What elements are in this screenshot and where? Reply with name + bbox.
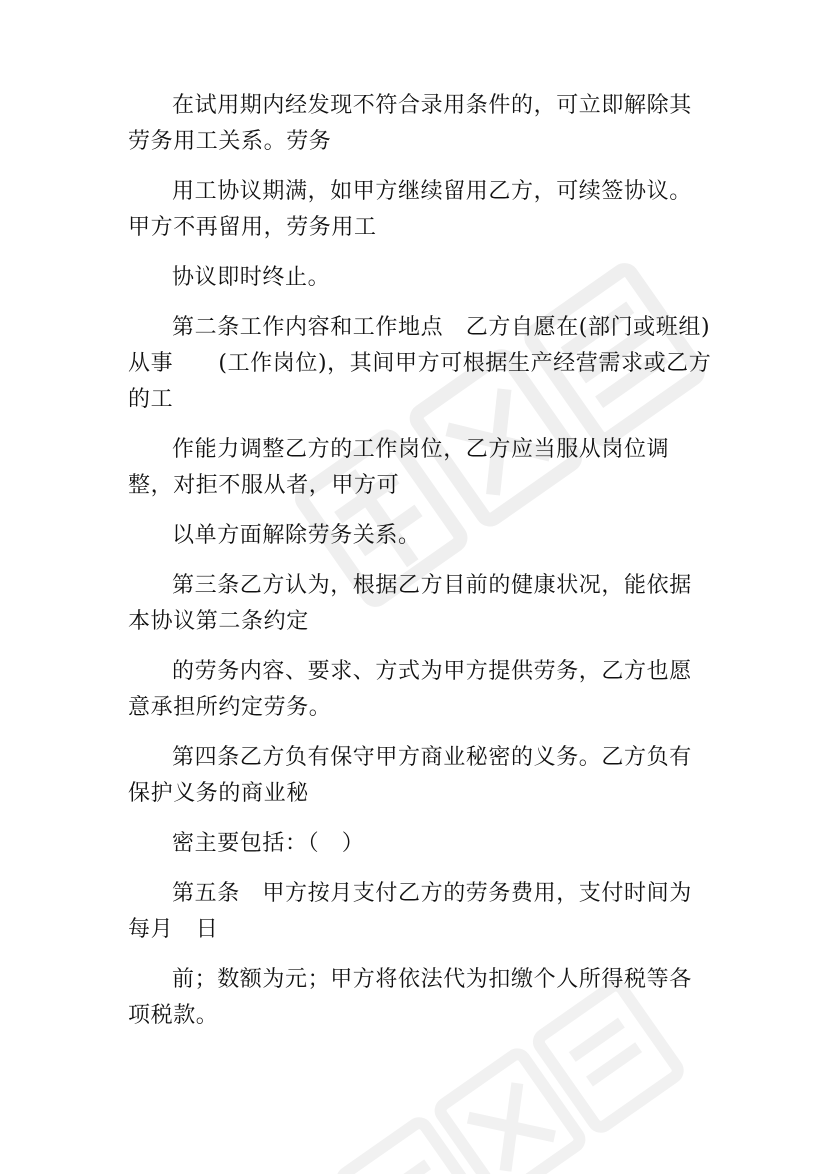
document-body xyxy=(128,88,714,1048)
paragraph-3: 协议即时终止。 xyxy=(172,265,331,290)
paragraph-4: 第二条工作内容和工作地点 乙方自愿在(部门或班组)从事 (工作岗位)，其间甲方可根据生产经营需求或乙方的工 xyxy=(128,315,712,412)
paragraph-11: 第五条 甲方按月支付乙方的劳务费用，支付时间为每月 日 xyxy=(128,881,692,942)
paragraph-5: 作能力调整乙方的工作岗位，乙方应当服从岗位调整，对拒不服从者，甲方可 xyxy=(128,437,670,498)
paragraph-8: 的劳务内容、要求、方式为甲方提供劳务，乙方也愿意承担所约定劳务。 xyxy=(128,659,692,720)
paragraph-1: 在试用期内经发现不符合录用条件的，可立即解除其劳务用工关系。劳务 xyxy=(128,93,692,154)
paragraph-7: 第三条乙方认为，根据乙方目前的健康状况，能依据本协议第二条约定 xyxy=(128,573,692,634)
paragraph-12: 前；数额为元；甲方将依法代为扣缴个人所得税等各项税款。 xyxy=(128,967,692,1028)
paragraph-6: 以单方面解除劳务关系。 xyxy=(172,523,421,548)
paragraph-10: 密主要包括：（ ） xyxy=(172,831,365,856)
paragraph-9: 第四条乙方负有保守甲方商业秘密的义务。乙方负有保护义务的商业秘 xyxy=(128,745,692,806)
paragraph-2: 用工协议期满，如甲方继续留用乙方，可续签协议。甲方不再留用，劳务用工 xyxy=(128,179,692,240)
